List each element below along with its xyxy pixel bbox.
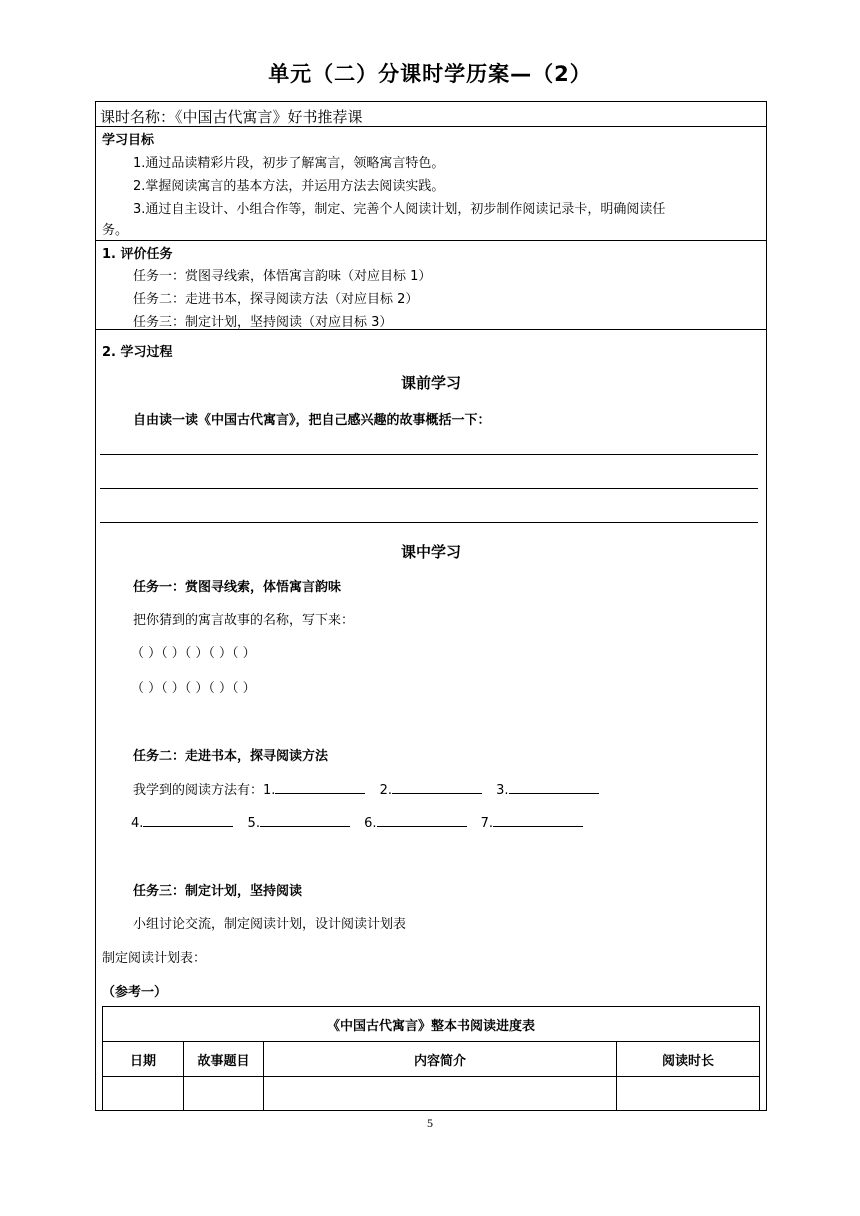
task2-heading: 任务二：走进书本，探寻阅读方法 [133, 749, 329, 764]
evaluation-heading: 1. 评价任务 [102, 247, 173, 262]
method-blank[interactable] [377, 814, 467, 827]
method-blank[interactable] [275, 781, 365, 794]
plan-header-story: 故事题目 [184, 1042, 264, 1077]
method-number: 5. [247, 816, 260, 831]
method-blank[interactable] [509, 781, 599, 794]
plan-header-duration: 阅读时长 [617, 1042, 760, 1077]
plan-cell[interactable] [617, 1077, 760, 1111]
task3-prompt: 小组讨论交流，制定阅读计划，设计阅读计划表 [133, 917, 407, 932]
plan-cell[interactable] [184, 1077, 264, 1111]
method-blank[interactable] [260, 814, 350, 827]
fable-name-blanks-row-1[interactable]: （ ）（ ）（ ）（ ）（ ） [131, 646, 256, 661]
objective-item: 3.通过自主设计、小组合作等，制定、完善个人阅读计划，初步制作阅读记录卡，明确阅读任 [133, 202, 666, 217]
objectives-heading: 学习目标 [102, 133, 155, 148]
methods-row-2 [131, 814, 589, 831]
process-heading: 2. 学习过程 [102, 345, 173, 360]
methods-prompt: 我学到的阅读方法有： [133, 783, 264, 798]
fable-name-blanks-row-2[interactable]: （ ）（ ）（ ）（ ）（ ） [131, 681, 256, 696]
evaluation-item: 任务三：制定计划，坚持阅读（对应目标 3） [133, 315, 393, 330]
method-number: 3. [496, 783, 509, 798]
objective-item: 2.掌握阅读寓言的基本方法，并运用方法去阅读实践。 [133, 179, 445, 194]
plan-label: 制定阅读计划表： [102, 951, 207, 966]
page-title: 单元（二）分课时学历案—（2） [268, 62, 592, 86]
pre-study-prompt: 自由读一读《中国古代寓言》，把自己感兴趣的故事概括一下： [133, 413, 491, 428]
method-number: 7. [480, 816, 494, 831]
reading-plan-table [102, 1006, 760, 1111]
page-number: 5 [427, 1116, 433, 1130]
method-number: 6. [364, 816, 377, 831]
answer-line[interactable] [100, 454, 758, 455]
methods-row-1 [133, 779, 605, 798]
plan-header-date: 日期 [103, 1042, 184, 1077]
row-divider [95, 240, 767, 241]
method-number: 1. [263, 783, 276, 798]
task1-prompt: 把你猜到的寓言故事的名称，写下来： [133, 613, 355, 628]
evaluation-item: 任务二：走进书本，探寻阅读方法（对应目标 2） [133, 292, 419, 307]
task3-heading: 任务三：制定计划，坚持阅读 [133, 884, 303, 899]
evaluation-item: 任务一：赏图寻线索，体悟寓言韵味（对应目标 1） [133, 269, 432, 284]
method-number: 2. [379, 783, 392, 798]
row-divider [95, 329, 767, 330]
plan-header-summary: 内容简介 [264, 1042, 617, 1077]
objective-item: 务。 [102, 223, 129, 238]
answer-line[interactable] [100, 488, 758, 489]
plan-table-title: 《中国古代寓言》整本书阅读进度表 [103, 1007, 760, 1042]
in-class-heading: 课中学习 [400, 543, 461, 561]
pre-study-heading: 课前学习 [400, 374, 461, 392]
method-blank[interactable] [493, 814, 583, 827]
reference-label: （参考一） [102, 985, 168, 1000]
row-divider [95, 126, 767, 127]
objective-item: 1.通过品读精彩片段，初步了解寓言，领略寓言特色。 [133, 156, 445, 171]
method-blank[interactable] [392, 781, 482, 794]
answer-line[interactable] [100, 522, 758, 523]
plan-cell[interactable] [264, 1077, 617, 1111]
lesson-name: 课时名称：《中国古代寓言》好书推荐课 [100, 108, 363, 126]
task1-heading: 任务一：赏图寻线索，体悟寓言韵味 [133, 580, 342, 595]
method-blank[interactable] [143, 814, 233, 827]
method-number: 4. [131, 816, 144, 831]
plan-cell[interactable] [103, 1077, 184, 1111]
